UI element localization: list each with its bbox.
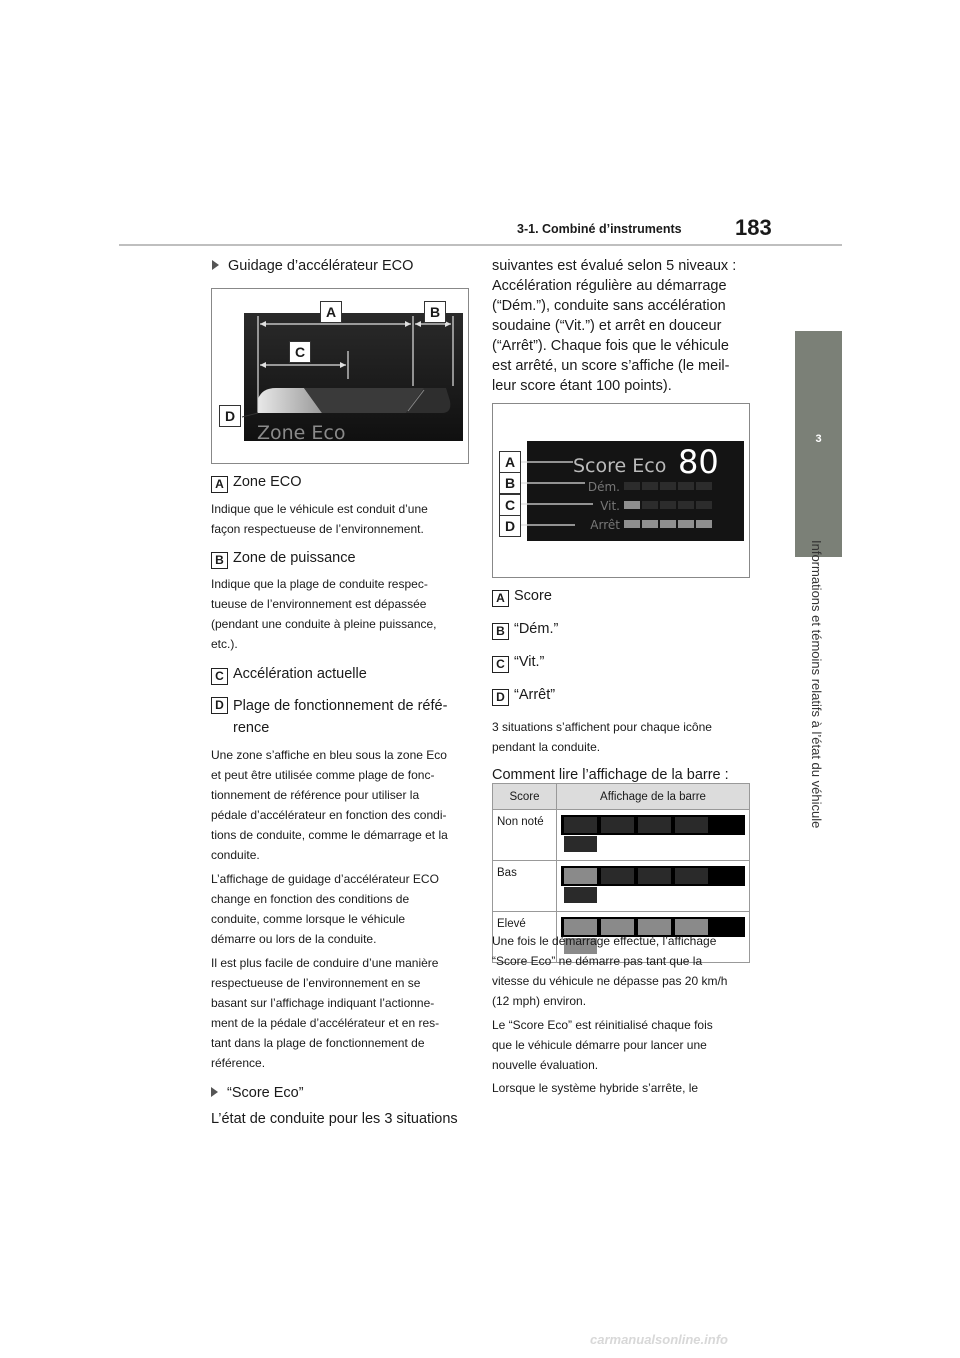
header-bar-display: Affichage de la barre xyxy=(557,784,750,810)
chapter-title: Informations et témoins relatifs à l’état du véhicule xyxy=(809,540,824,829)
bar-segment xyxy=(564,817,597,833)
row-label: Elevé xyxy=(493,912,557,963)
score-bar-segment xyxy=(624,501,640,509)
score-bar-segment xyxy=(642,520,658,528)
callout-b: B xyxy=(499,472,521,494)
item-d: D Plage de fonctionnement de réfé- rence xyxy=(211,695,466,739)
paragraph-hybrid-stop: Lorsque le système hybride s’arrête, le xyxy=(492,1081,699,1095)
bar-segment xyxy=(601,868,634,884)
item-c: C Accélération actuelle xyxy=(211,666,466,683)
item-d: D “Arrêt” xyxy=(492,687,750,717)
table-heading: Comment lire l’affichage de la barre : xyxy=(492,767,729,783)
item-a: A Score xyxy=(492,588,750,621)
row-label-arret: Arrêt xyxy=(590,518,620,532)
score-bar-segment xyxy=(660,501,676,509)
item-b: B “Dém.” xyxy=(492,621,750,654)
bar-segment xyxy=(564,887,597,903)
paragraph-score-intro: L’état de conduite pour les 3 situations xyxy=(211,1111,458,1127)
figure-eco-zone xyxy=(211,288,469,464)
zone-eco-screen-text: Zone Eco xyxy=(257,422,346,444)
callout-c: C xyxy=(289,341,311,363)
page-number: 183 xyxy=(735,215,772,240)
row-label-dem: Dém. xyxy=(587,480,620,494)
paragraph-eco-tip: Il est plus facile de conduire d’une manière respectueuse de l’environnement en se basant sur l’affichage indiquant l’actionne- ment de la pédale d’accélérateur et en res- tant dans la plage de fonctionnement de référence. xyxy=(211,956,440,1070)
chapter-title-vertical xyxy=(808,540,828,880)
callout-d: D xyxy=(219,405,241,427)
bullet-triangle-icon xyxy=(212,260,219,270)
item-b-desc: Indique que la plage de conduite respec- tueuse de l’environnement est dépassée (pendant une conduite à pleine puissance, etc.). xyxy=(211,577,437,651)
watermark: carmanualsonline.info xyxy=(590,1332,728,1347)
chapter-number: 3 xyxy=(815,433,822,445)
heading-eco-guidance: Guidage d’accélérateur ECO xyxy=(212,256,413,276)
callout-b: B xyxy=(424,301,446,323)
paragraph-score-start: Une fois le démarrage effectué, l’affichage “Score Eco” ne démarre pas tant que la vitesse du véhicule ne dépasse pas 20 km/h (12 mph) environ. xyxy=(492,934,728,1008)
section-title: 3-1. Combiné d’instruments xyxy=(517,222,682,236)
score-bar-segment xyxy=(624,520,640,528)
callout-c: C xyxy=(499,494,521,516)
score-value: 80 xyxy=(678,443,719,481)
score-items xyxy=(492,588,750,785)
eco-zone-items xyxy=(211,474,466,1129)
note-three-situations: 3 situations s’affichent pour chaque icône pendant la conduite. xyxy=(492,720,712,754)
bar-segment xyxy=(564,868,597,884)
bar-segment xyxy=(675,817,708,833)
bar-segment xyxy=(601,817,634,833)
paragraph-score-explained: suivantes est évalué selon 5 niveaux : Accélération régulière au démarrage (“Dém.”), conduite sans accélération soudaine (“Vit.”) et arrêt en douceur (“Arrêt”). Chaque fois que le véhicule est arrêté, un score s’affiche (le meil- leur score étant 100 points). xyxy=(492,258,737,394)
bar-segment xyxy=(675,868,708,884)
bar-segment xyxy=(638,817,671,833)
bar-display xyxy=(561,866,745,886)
callout-a: A xyxy=(320,301,342,323)
score-bar-segment xyxy=(696,501,712,509)
row-label: Non noté xyxy=(493,810,557,861)
item-a-desc: Indique que le véhicule est conduit d’une façon respectueuse de l’environnement. xyxy=(211,502,428,536)
paragraph-eco-display-change: L’affichage de guidage d’accélérateur ECO change en fonction des conditions de conduite, comme lorsque le véhicule démarre ou lors de la conduite. xyxy=(211,872,439,946)
item-d-desc: Une zone s’affiche en bleu sous la zone Eco et peut être utilisée comme plage de fonc- tionnement de référence pour utiliser la pédale d’accélérateur en fonction des condi- tions de conduite, comme le démarrage et la conduite. xyxy=(211,748,448,862)
row-label: Bas xyxy=(493,861,557,912)
score-bar-segment xyxy=(642,482,658,490)
bar-display xyxy=(561,815,745,835)
score-eco-display-illustration xyxy=(493,404,749,577)
paragraph-score-reset: Le “Score Eco” est réinitialisé chaque fois que le véhicule démarre pour lancer une nouvelle évaluation. xyxy=(492,1018,713,1072)
item-a: A Zone ECO xyxy=(211,474,466,491)
score-bar-segment xyxy=(696,520,712,528)
callout-d: D xyxy=(499,515,521,537)
score-eco-title: Score Eco xyxy=(573,455,667,477)
score-bar-segment xyxy=(678,501,694,509)
score-bar-segment xyxy=(624,482,640,490)
callout-a: A xyxy=(499,451,521,473)
figure-score-eco xyxy=(492,403,750,578)
header-rule xyxy=(119,244,842,246)
score-bar-segment xyxy=(660,482,676,490)
score-bar-segment xyxy=(642,501,658,509)
bar-segment xyxy=(638,868,671,884)
heading-score-eco: “Score Eco” xyxy=(211,1083,466,1103)
bar-segment xyxy=(564,836,597,852)
score-bar-segment xyxy=(696,482,712,490)
score-bar-segment xyxy=(678,482,694,490)
score-bar-segment xyxy=(660,520,676,528)
header-score: Score xyxy=(493,784,557,810)
bullet-triangle-icon xyxy=(211,1087,218,1097)
row-label-vit: Vit. xyxy=(600,499,620,513)
item-c: C “Vit.” xyxy=(492,654,750,687)
score-bar-segment xyxy=(678,520,694,528)
score-level-bars xyxy=(624,482,712,528)
item-b: B Zone de puissance xyxy=(211,550,466,567)
